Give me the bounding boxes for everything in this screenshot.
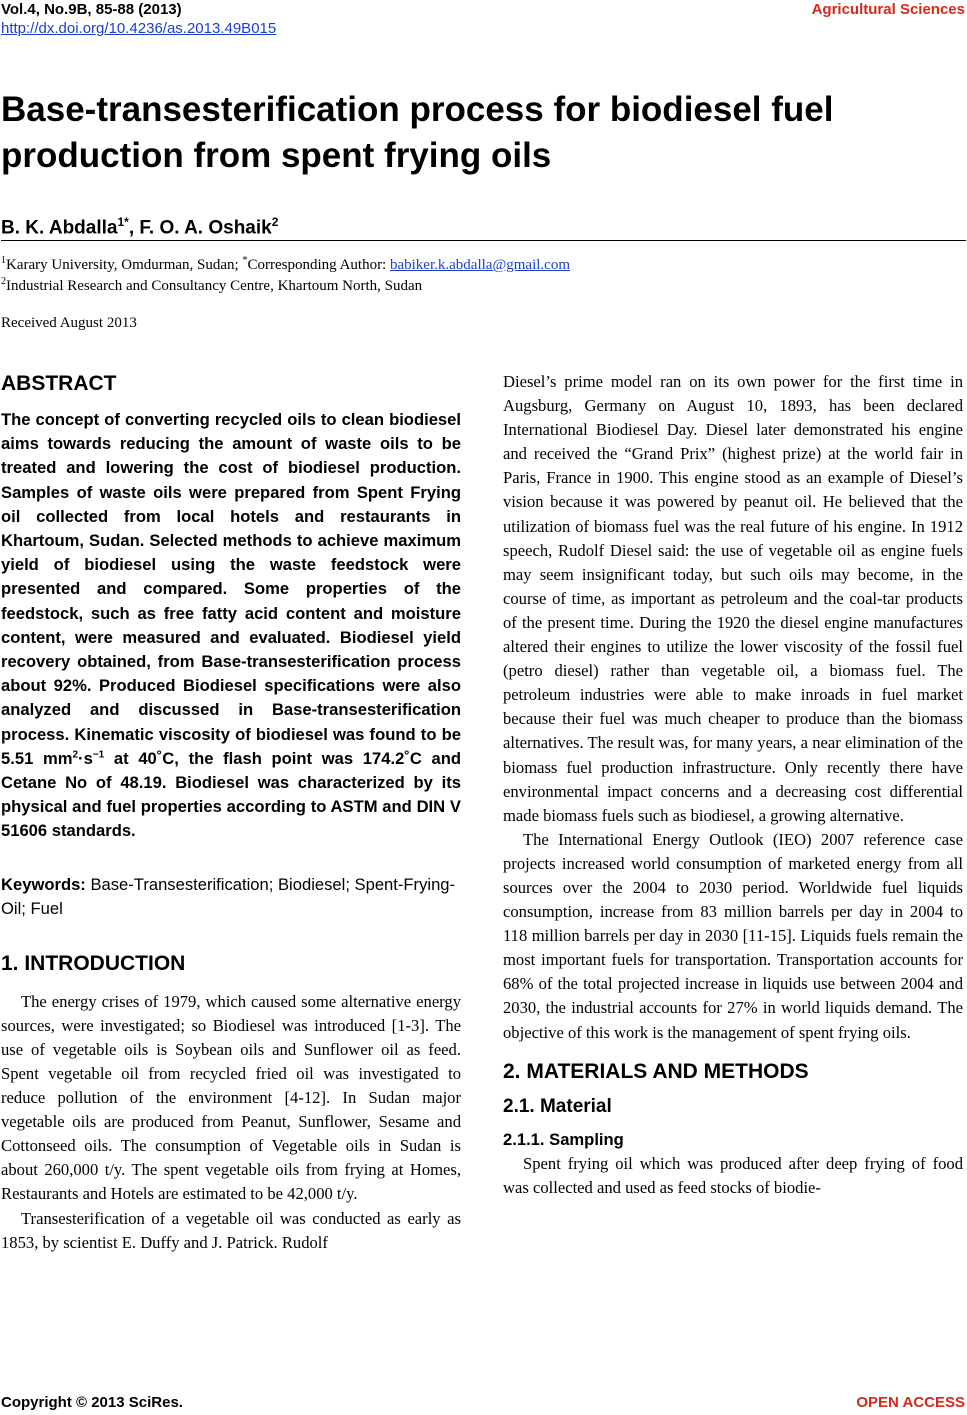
superscript: 2 <box>72 749 79 761</box>
corresponding-mark: * <box>242 255 248 266</box>
author-name: B. K. Abdalla <box>1 217 118 239</box>
section-heading: 2. MATERIALS AND METHODS <box>503 1059 809 1083</box>
affiliation-mark: 1* <box>117 215 129 229</box>
abstract-text-part: The concept of converting recycled oils to clean biodiesel aims towards reducing the amount of waste oils to be treated and lowering the cost of biodiesel production. Samples of waste oils were prepared from Spent Frying oil collected from local hotels and restaurants in Khartoum, Sudan. Selected methods to achieve maximum yield of biodiesel using the waste feedstock were presented and compared. Some properties of the feedstock, such as free fatty acid content and moisture content, were measured and evaluated. Biodiesel yield recovery obtained, from Base-transesterification process about 92%. Produced Biodiesel specifications were also analyzed and discussed in Base-transesterification process. Kinematic viscosity of biodiesel was found to be 5.51 mm <box>1 410 461 768</box>
abstract-text <box>1 408 461 844</box>
journal-reference: Vol.4, No.9B, 85-88 (2013) <box>1 1 182 18</box>
author-name: F. O. A. Oshaik <box>139 217 272 239</box>
keywords-text: Base-Transesterification; Biodiesel; Spent-Frying-Oil; Fuel <box>1 874 456 918</box>
affiliation-mark: 1 <box>1 255 6 266</box>
affiliation-mark: 2 <box>1 276 6 287</box>
subsubsection-heading: 2.1.1. Sampling <box>503 1129 624 1149</box>
paragraph: Transesterification of a vegetable oil was conducted as early as 1853, by scientist E. Duffy and J. Patrick. Rudolf <box>1 1208 461 1252</box>
affiliation-text: Karary University, Omdurman, Sudan; <box>6 257 243 273</box>
author-separator: , <box>128 217 140 239</box>
abstract-text-part: at 40˚C, the flash point was 174.2˚C and Cetane No of 48.19. Biodiesel was characterized by its physical and fuel properties according to ASTM and DIN V 51606 standards. <box>1 748 461 841</box>
corresponding-label: Corresponding Author: <box>247 257 390 273</box>
affiliation-mark: 2 <box>271 215 279 229</box>
keywords <box>1 873 461 921</box>
email-link[interactable]: babiker.k.abdalla@gmail.com <box>389 257 570 273</box>
keywords-label: Keywords: <box>1 874 86 894</box>
paragraph: The energy crises of 1979, which caused some alternative energy sources, were investigated; so Biodiesel was introduced [1-3]. The use of vegetable oils is Soybean oils and Sunflower oil as feed. Spent vegetable oil from recycled fried oil was investigated to reduce pollution of the environment [4-12]. In Sudan major vegetable oils are produced from Peanut, Sunflower, Sesame and Cottonseed oils. The consumption of Vegetable oils in Sudan is about 260,000 t/y. The spent vegetable oils from frying at Homes, Restaurants and Hotels are estimated to be 42,000 t/y. <box>1 991 461 1204</box>
left-column <box>1 370 461 1255</box>
paper-title: Base-transesterification process for biodiesel fuel production from spent frying oils <box>1 90 834 175</box>
paragraph: The International Energy Outlook (IEO) 2007 reference case projects increased world consumption of marketed energy from all sources over the 2004 to 2030 period. Worldwide fuel liquids consumption, increase from 83 million barrels per day in 2004 to 118 million barrels per day in 2030 [11-15]. Liquids fuels remain the most important fuels for transportation. Transportation accounts for 68% of the total projected increase in liquids use between 2004 and 2030, the industrial accounts for 27% in world liquids demand. The objective of this work is the management of spent frying oils. <box>503 829 963 1042</box>
affiliation-2 <box>1 272 422 296</box>
section-heading: 1. INTRODUCTION <box>1 951 186 975</box>
received-date: Received August 2013 <box>1 315 137 331</box>
subsection-heading: 2.1. Material <box>503 1095 612 1117</box>
open-access-label: OPEN ACCESS <box>856 1394 965 1411</box>
affiliation-text: Industrial Research and Consultancy Centre, Khartoum North, Sudan <box>6 278 423 294</box>
abstract-heading: ABSTRACT <box>1 372 117 395</box>
superscript: −1 <box>92 749 105 761</box>
abstract-text-part: ·s <box>78 748 93 768</box>
author-list <box>1 208 278 242</box>
copyright-notice: Copyright © 2013 SciRes. <box>1 1394 183 1411</box>
doi-link[interactable]: http://dx.doi.org/10.4236/as.2013.49B015 <box>1 20 277 37</box>
paragraph: Diesel’s prime model ran on its own power for the first time in Augsburg, Germany on August 10, 1893, has been declared International Biodiesel Day. Diesel later demonstrated his engine and received the “Grand Prix” (highest prize) at the world fair in Paris, France in 1900. This engine stood as an example of Diesel’s vision because it was powered by peanut oil. He believed that the utilization of biomass fuel was the real future of his engine. In 1912 speech, Rudolf Diesel said: the use of vegetable oil as engine fuels may seem insignificant today, but such oils may become, in the course of time, as important as petroleum and the coal-tar products of the present time. During the 1920 the diesel engine manufactures altered their engines to utilize the lower viscosity of the fossil fuel (petro diesel) rather than vegetable oil, a biomass fuel. The petroleum industries were able to make inroads in fuel market because their fuel was much cheaper to produce than the biomass alternatives. The result was, for many years, a near elimination of the biomass fuel production infrastructure. Only recently there have environmental impact concerns and a decreasing cost differential made biomass fuels such as biodiesel, a growing alternative. <box>503 372 963 825</box>
header-divider <box>1 240 966 241</box>
paragraph: Spent frying oil which was produced after deep frying of food was collected and used as feed stocks of biodie- <box>503 1153 963 1197</box>
right-column <box>503 370 963 1200</box>
journal-name: Agricultural Sciences <box>811 1 965 18</box>
